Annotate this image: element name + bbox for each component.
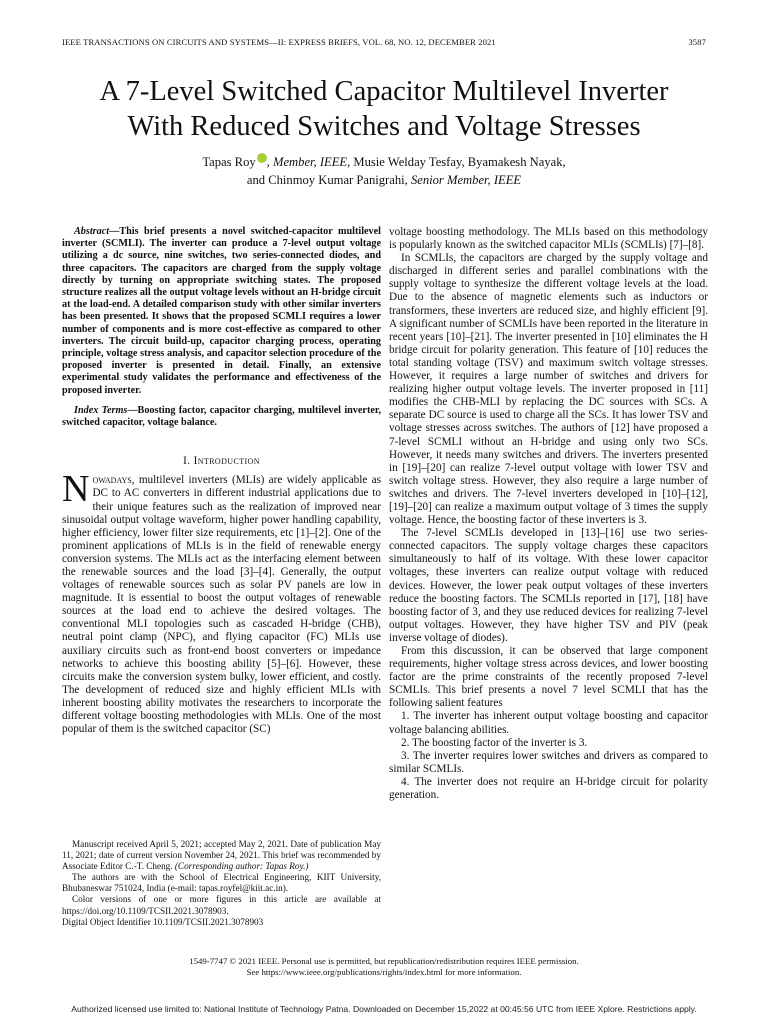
footnote-affiliation: The authors are with the School of Electrical Engineering, KIIT University, Bhubaneswar 751024, India (e-mail: tapas.royfel@kiit.ac.in). [62,872,381,894]
author-list [80,153,688,189]
section-heading-introduction [62,455,381,468]
right-paragraph-3: From this discussion, it can be observed that large component requirements, higher voltage stress across devices, and lower boosting factor are the prime constraints of the recently proposed 7-level SCMLIs. This brief presents a novel 7 level SCMLI that has the following salient features [389,645,708,710]
left-column [62,226,381,736]
copyright-line-2: See https://www.ieee.org/publications/rights/index.html for more information. [246,967,522,977]
feature-item-1: 1. The inverter has inherent output voltage boosting and capacitor voltage balancing abilities. [389,710,708,736]
copyright-notice [62,956,706,978]
footnotes [62,839,381,928]
abstract [62,226,381,397]
title-line-1: A 7-Level Switched Capacitor Multilevel Inverter [99,76,669,107]
orcid-icon[interactable] [257,153,267,163]
right-paragraph-2: The 7-level SCMLIs developed in [13]–[16] use two series-connected capacitors. The supply voltage charges these capacitors simultaneously to half of its voltage. With these lower capacitor voltages, these inverters can realize output voltage with reduced devices. However, the lower peak output voltages of these inverters reduce the boosting factors. The SCMLIs reported in [17], [18] have boosting factor of 3, and they use reduced devices for realizing 7-level output voltages. However, they have higher TSV and PIV (peak inverse voltage of diodes). [389,527,708,644]
right-column [389,226,708,802]
abstract-text: —This brief presents a novel switched-capacitor multilevel inverter (SCMLI). The inverter can produce a 7-level output voltage utilizing a dc source, nine switches, two series-connected diodes, and three capacitors. The capacitors are charged from the supply voltage directly by turning on appropriate switching states. The proposed structure realizes all the output voltage levels without an H-bridge circuit at the load-end. A detailed comparison study with other similar inverters has been presented. It shows that the proposed SCMLI requires a lower number of components and is more cost-effective as compared to other inverters. The circuit build-up, capacitor charging process, operating principle, voltage stress analysis, and capacitor selection procedure of the proposed inverter is presented in detail. Finally, an extensive experimental study validates the performance and effectiveness of the proposed inverter. [62,226,381,396]
footnote-received: Manuscript received April 5, 2021; accepted May 2, 2021. Date of publication May 11, 2021; date of current version November 24, 2021. This brief was recommended by Associate Editor C.-T. Cheng. (Corresponding author: Tapas Roy.) [62,839,381,872]
corresponding-author: (Corresponding author: Tapas Roy.) [174,861,309,872]
feature-item-4: 4. The inverter does not require an H-bridge circuit for polarity generation. [389,775,708,802]
section-title: Introduction [193,455,260,468]
author-1: Tapas Roy [202,155,256,169]
right-paragraph-0: voltage boosting methodology. The MLIs based on this methodology is popularly known as the switched capacitor MLIs (SCMLIs) [7]–[8]. [389,226,708,252]
section-number: I. [183,455,194,468]
index-terms [62,405,381,429]
drop-cap: N [62,468,90,511]
running-header [62,37,706,51]
author-4-role: , Senior Member, IEEE [404,173,522,187]
journal-name: IEEE TRANSACTIONS ON CIRCUITS AND SYSTEMS—II: EXPRESS BRIEFS, VOL. 68, NO. 12, DECEMBER 2021 [62,37,496,47]
copyright-line-1: 1549-7747 © 2021 IEEE. Personal use is permitted, but republication/redistribution requires IEEE permission. [189,956,579,966]
index-terms-label: Index Terms [74,404,128,416]
license-footer: Authorized licensed use limited to: National Institute of Technology Patna. Downloaded on December 15,2022 at 00:45:56 UTC from IEEE Xplore. Restrictions apply. [71,1004,697,1014]
intro-lead-word: owadays [92,474,132,487]
feature-item-3: 3. The inverter requires lower switches and drivers as compared to similar SCMLIs. [389,749,708,775]
footnote-color: Color versions of one or more figures in this article are available at https://doi.org/10.1109/TCSII.2021.3078903. [62,894,381,916]
author-1-role: , Member, IEEE [266,155,348,169]
footnote-doi: Digital Object Identifier 10.1109/TCSII.2021.3078903 [62,916,264,927]
intro-text: , multilevel inverters (MLIs) are widely applicable as DC to AC converters in different industrial applications due to their unique features such as the realization of improved near sinusoidal output voltage waveform, higher power handling capability, higher efficiency, lower filter size requirements, etc [1]–[2]. One of the prominent applications of MLIs is in the field of renewable energy conversion systems. The MLIs act as the interfacing element between the renewable sources and the load [3]–[4]. Generally, the output voltages of renewable sources such as solar PV panels are low in magnitude. It is essential to boost the output voltages of renewable sources at the load end to achieve the desired voltages. The conventional MLI topologies such as cascaded H-bridge (CHB), neutral point clamp (NPC), and flying capacitor (FC) MLIs use auxiliary circuits such as front-end boost converters or impedance networks to achieve this boosting ability [5]–[6]. However, these circuits make the conversion system bulky, lower efficient, and costly. The development of reduced size and highly efficient MLIs with inherent boosting ability motivates the researchers to incorporate the different voltage boosting methodologies with MLIs. One of the most popular of them is the switched capacitor (SC) [62,474,381,736]
page-number: 3587 [688,37,706,47]
author-4: and Chinmoy Kumar Panigrahi [246,173,405,187]
abstract-label: Abstract [74,226,110,237]
index-terms-text: —Boosting factor, capacitor charging, multilevel inverter, switched capacitor, voltage balance. [62,404,381,429]
title-line-2: With Reduced Switches and Voltage Stresses [127,111,641,142]
intro-paragraph [62,468,381,736]
paper-title [40,74,728,144]
right-paragraph-1: In SCMLIs, the capacitors are charged by the supply voltage and discharged in different series and parallel combinations with the supply voltage to synthesize the different voltage levels at the load. Due to the absence of magnetic elements such as inductors or transformers, these inverters are reduced size, and highly efficient [9]. A significant number of SCMLIs have been reported in the literature in recent years [10]–[21]. The inverter presented in [10] eliminates the H bridge circuit for polarity generation. This feature of [10] reduces the total standing voltage (TSV) and maximum switch voltage stresses. However, it requires a large number of switches and drivers for realizing higher output voltage levels. The inverter proposed in [11] modifies the CHB-MLI by replacing the DC sources with SCs. A separate DC source is used to charge all the SCs. It has lower TSV and voltage stresses across switches. The authors of [12] have proposed a 7-level SCMLI without an H-bridge and using only two SCs. However, it needs many switches and drivers. The inverters presented in [19]–[20] can realize 7-level output voltage with lower TSV and switch voltage stress. However, they also require a large number of switches and drivers. The 7-level inverters developed in [10]–[12], [19]–[20] can realize a maximum output voltage of 3 times the supply voltage. Hence, the boosting factor of these inverters is 3. [389,252,708,527]
author-2: , Musie Welday Tesfay, Byamakesh Nayak, [347,155,566,169]
feature-item-2: 2. The boosting factor of the inverter is 3. [401,736,588,749]
